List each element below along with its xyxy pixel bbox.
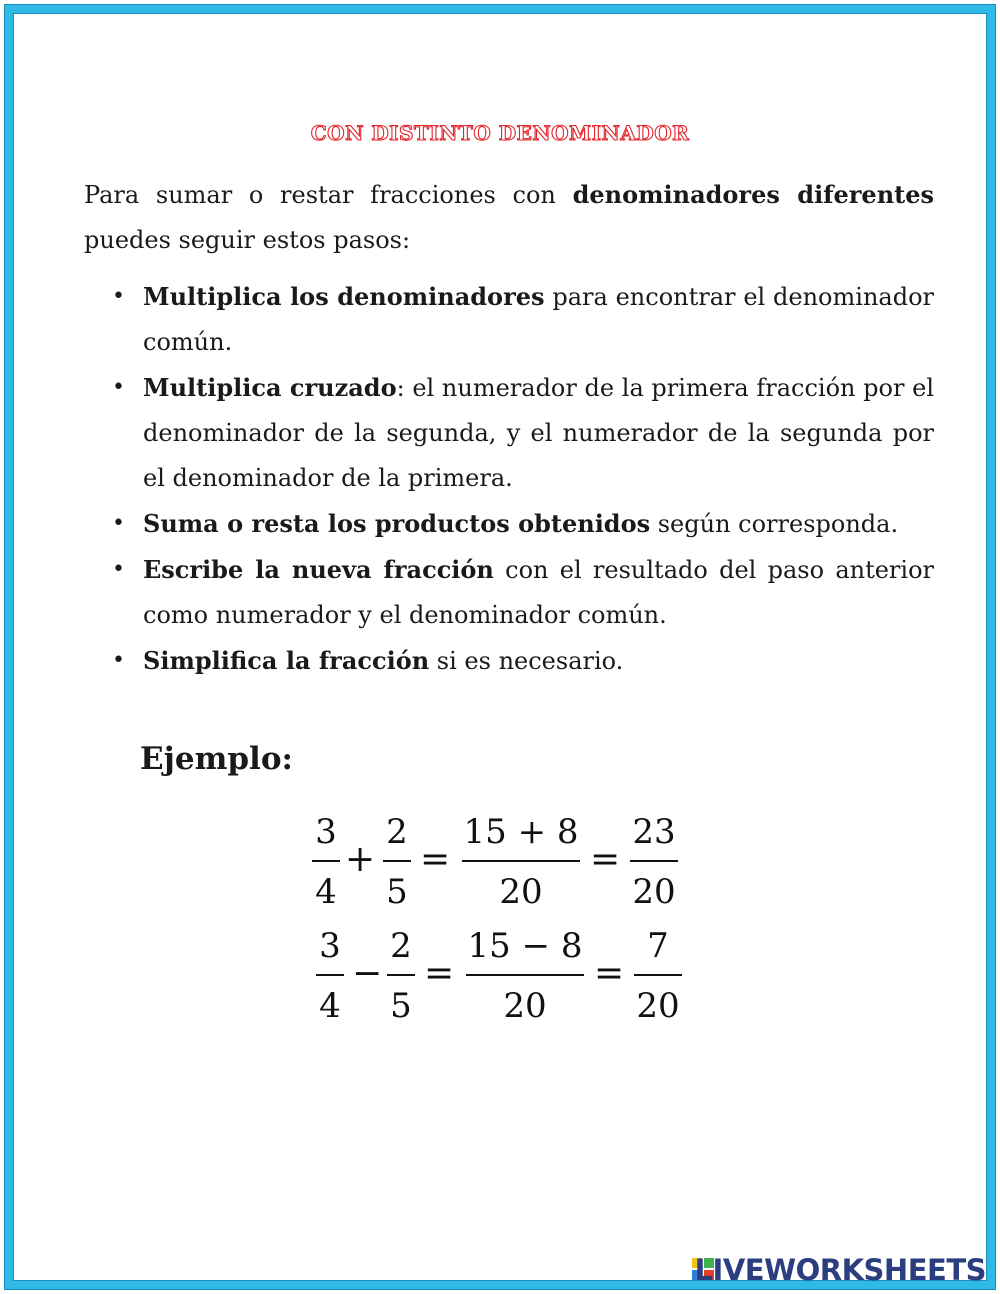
equals-operator: = bbox=[594, 953, 625, 994]
denominator: 5 bbox=[390, 986, 412, 1026]
denominator: 4 bbox=[315, 872, 337, 912]
step-bold: Escribe la nueva fracción bbox=[143, 555, 494, 584]
numerator: 7 bbox=[647, 926, 669, 966]
step-bold: Multiplica cruzado bbox=[143, 373, 397, 402]
fraction bbox=[312, 806, 340, 918]
intro-paragraph bbox=[84, 172, 934, 263]
numerator: 23 bbox=[632, 812, 676, 852]
fraction-bar bbox=[466, 974, 584, 976]
fraction-bar bbox=[462, 860, 580, 862]
minus-operator: − bbox=[352, 953, 383, 994]
fraction bbox=[634, 920, 682, 1032]
intro-text-1: Para sumar o restar fracciones con bbox=[84, 181, 573, 209]
fraction-bar bbox=[383, 860, 411, 862]
page-title: CON DISTINTO DENOMINADOR bbox=[310, 121, 690, 145]
fraction bbox=[383, 806, 411, 918]
numerator: 15 − 8 bbox=[467, 926, 583, 966]
fraction bbox=[466, 920, 584, 1032]
equals-operator: = bbox=[424, 953, 455, 994]
bullet-icon: • bbox=[112, 284, 125, 309]
numerator: 2 bbox=[390, 926, 412, 966]
fraction-bar bbox=[312, 860, 340, 862]
denominator: 20 bbox=[499, 872, 543, 912]
numerator: 2 bbox=[386, 812, 408, 852]
list-item bbox=[84, 547, 934, 638]
numerator: 15 + 8 bbox=[463, 812, 579, 852]
example-label: Ejemplo: bbox=[140, 741, 293, 777]
step-text: según corresponda. bbox=[650, 510, 899, 538]
fraction bbox=[387, 920, 415, 1032]
fraction bbox=[316, 920, 344, 1032]
fraction-bar bbox=[387, 974, 415, 976]
equals-operator: = bbox=[420, 839, 451, 880]
step-bold: Multiplica los denominadores bbox=[143, 282, 545, 311]
bullet-icon: • bbox=[112, 511, 125, 536]
fraction bbox=[630, 806, 678, 918]
brand-name[interactable]: LIVEWORKSHEETS bbox=[694, 1253, 986, 1287]
fraction-bar bbox=[634, 974, 682, 976]
denominator: 20 bbox=[636, 986, 680, 1026]
fraction-bar bbox=[630, 860, 678, 862]
fraction-bar bbox=[316, 974, 344, 976]
bullet-icon: • bbox=[112, 648, 125, 673]
intro-bold: denominadores diferentes bbox=[572, 180, 935, 209]
list-item bbox=[84, 638, 934, 684]
bullet-icon: • bbox=[112, 375, 125, 400]
step-text: para encontrar el denominador común. bbox=[143, 283, 934, 356]
denominator: 20 bbox=[632, 872, 676, 912]
plus-operator: + bbox=[345, 839, 376, 880]
bullet-icon: • bbox=[112, 557, 125, 582]
list-item bbox=[84, 501, 934, 547]
step-text: : el numerador de la primera fracción por el denominador de la segunda, y el numerador de la segunda por el denominador de la primera. bbox=[143, 374, 934, 492]
equals-operator: = bbox=[590, 839, 621, 880]
numerator: 3 bbox=[319, 926, 341, 966]
steps-list bbox=[84, 274, 934, 684]
list-item bbox=[84, 274, 934, 365]
step-text: si es necesario. bbox=[429, 647, 624, 675]
list-item bbox=[84, 365, 934, 501]
step-text: con el resultado del paso anterior como numerador y el denominador común. bbox=[143, 556, 934, 629]
fraction bbox=[462, 806, 580, 918]
step-bold: Suma o resta los productos obtenidos bbox=[143, 509, 651, 538]
denominator: 5 bbox=[386, 872, 408, 912]
intro-text-2: puedes seguir estos pasos: bbox=[84, 226, 411, 254]
numerator: 3 bbox=[315, 812, 337, 852]
denominator: 4 bbox=[319, 986, 341, 1026]
denominator: 20 bbox=[503, 986, 547, 1026]
step-bold: Simplifica la fracción bbox=[143, 646, 430, 675]
